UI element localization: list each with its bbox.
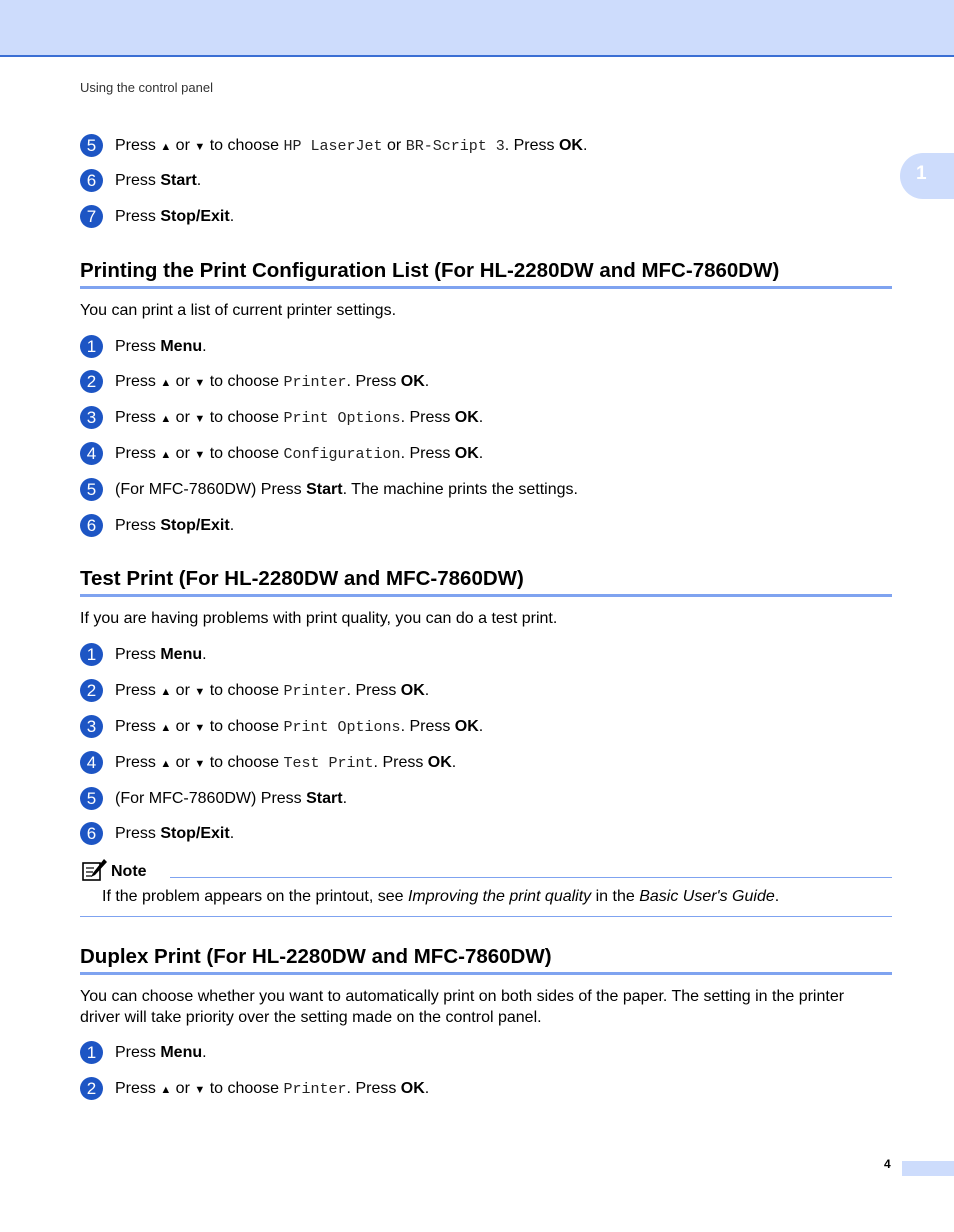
step-text: Press Stop/Exit. <box>115 517 235 534</box>
up-arrow-icon: ▲ <box>160 413 172 425</box>
key-name: Start <box>306 790 343 807</box>
up-arrow-icon: ▲ <box>160 686 172 698</box>
key-name: Start <box>306 481 343 498</box>
key-name: Stop/Exit <box>160 825 230 842</box>
key-name: OK <box>454 445 479 462</box>
section-heading: Test Print (For HL-2280DW and MFC-7860DW) <box>80 566 892 597</box>
pencil-note-icon <box>82 858 108 882</box>
step-text: Press Stop/Exit. <box>115 208 235 225</box>
running-head: Using the control panel <box>80 80 213 95</box>
step-text: Press Stop/Exit. <box>115 825 235 842</box>
step-text: Press ▲ or ▼ to choose HP LaserJet or BR-Script 3. Press OK. <box>115 137 588 155</box>
key-name: Start <box>160 172 197 189</box>
note-label: Note <box>111 863 147 880</box>
step-number: 7 <box>80 205 103 228</box>
up-arrow-icon: ▲ <box>160 449 172 461</box>
menu-option: Print Options <box>283 719 401 736</box>
down-arrow-icon: ▼ <box>194 722 206 734</box>
intro-line: You can choose whether you want to automatically print on both sides of the paper. The setting in the printer <box>80 988 845 1005</box>
menu-option: Print Options <box>283 410 401 427</box>
section-heading: Duplex Print (For HL-2280DW and MFC-7860DW) <box>80 944 892 975</box>
chapter-number: 1 <box>916 163 927 184</box>
up-arrow-icon: ▲ <box>160 722 172 734</box>
menu-option: Printer <box>283 374 347 391</box>
guide-reference: Improving the print quality <box>407 888 592 905</box>
page-number: 4 <box>884 1157 891 1171</box>
menu-option: HP LaserJet <box>283 138 383 155</box>
key-name: OK <box>400 682 425 699</box>
header-band <box>0 0 954 57</box>
menu-option: Printer <box>283 1081 347 1098</box>
step-number: 2 <box>80 1077 103 1100</box>
down-arrow-icon: ▼ <box>194 449 206 461</box>
up-arrow-icon: ▲ <box>160 141 172 153</box>
section-intro <box>80 987 895 1028</box>
step-number: 6 <box>80 514 103 537</box>
key-name: OK <box>427 754 452 771</box>
key-name: Menu <box>160 646 203 663</box>
step-text: Press ▲ or ▼ to choose Printer. Press OK. <box>115 1080 430 1098</box>
up-arrow-icon: ▲ <box>160 1084 172 1096</box>
key-name: Stop/Exit <box>160 517 230 534</box>
step-number: 6 <box>80 169 103 192</box>
page-tab <box>902 1161 954 1176</box>
key-name: OK <box>454 409 479 426</box>
step-text: (For MFC-7860DW) Press Start. The machine prints the settings. <box>115 481 578 498</box>
step-number: 2 <box>80 370 103 393</box>
up-arrow-icon: ▲ <box>160 377 172 389</box>
down-arrow-icon: ▼ <box>194 141 206 153</box>
menu-option: Printer <box>283 683 347 700</box>
step-number: 5 <box>80 134 103 157</box>
menu-option: BR-Script 3 <box>405 138 505 155</box>
step-number: 6 <box>80 822 103 845</box>
up-arrow-icon: ▲ <box>160 758 172 770</box>
step-number: 5 <box>80 478 103 501</box>
key-name: Menu <box>160 338 203 355</box>
step-number: 3 <box>80 715 103 738</box>
step-text: Press ▲ or ▼ to choose Print Options. Press OK. <box>115 718 484 736</box>
section-heading: Printing the Print Configuration List (For HL-2280DW and MFC-7860DW) <box>80 258 892 289</box>
step-number: 1 <box>80 1041 103 1064</box>
key-name: Stop/Exit <box>160 208 230 225</box>
down-arrow-icon: ▼ <box>194 1084 206 1096</box>
menu-option: Configuration <box>283 446 401 463</box>
key-name: Menu <box>160 1044 203 1061</box>
step-number: 1 <box>80 335 103 358</box>
step-text: Press Menu. <box>115 338 207 355</box>
down-arrow-icon: ▼ <box>194 758 206 770</box>
step-text: Press Start. <box>115 172 202 189</box>
down-arrow-icon: ▼ <box>194 377 206 389</box>
step-number: 4 <box>80 751 103 774</box>
step-text: Press ▲ or ▼ to choose Test Print. Press OK. <box>115 754 457 772</box>
section-intro: You can print a list of current printer settings. <box>80 302 397 319</box>
down-arrow-icon: ▼ <box>194 413 206 425</box>
step-number: 1 <box>80 643 103 666</box>
menu-option: Test Print <box>283 755 374 772</box>
key-name: OK <box>400 373 425 390</box>
step-number: 4 <box>80 442 103 465</box>
step-number: 2 <box>80 679 103 702</box>
step-text: Press ▲ or ▼ to choose Print Options. Press OK. <box>115 409 484 427</box>
note-box <box>80 858 892 917</box>
step-number: 3 <box>80 406 103 429</box>
note-divider <box>170 877 892 878</box>
down-arrow-icon: ▼ <box>194 686 206 698</box>
step-number: 5 <box>80 787 103 810</box>
key-name: OK <box>558 137 583 154</box>
step-text: Press Menu. <box>115 1044 207 1061</box>
step-text: Press Menu. <box>115 646 207 663</box>
key-name: OK <box>400 1080 425 1097</box>
section-intro: If you are having problems with print quality, you can do a test print. <box>80 610 558 627</box>
intro-line: driver will take priority over the setting made on the control panel. <box>80 1008 542 1026</box>
chapter-tab <box>900 153 954 199</box>
step-text: Press ▲ or ▼ to choose Configuration. Press OK. <box>115 445 484 463</box>
step-text: Press ▲ or ▼ to choose Printer. Press OK. <box>115 682 430 700</box>
key-name: OK <box>454 718 479 735</box>
guide-reference: Basic User's Guide <box>639 888 775 905</box>
note-text: If the problem appears on the printout, see Improving the print quality in the Basic User's Guide. <box>102 888 780 905</box>
step-text: Press ▲ or ▼ to choose Printer. Press OK. <box>115 373 430 391</box>
step-text: (For MFC-7860DW) Press Start. <box>115 790 348 807</box>
